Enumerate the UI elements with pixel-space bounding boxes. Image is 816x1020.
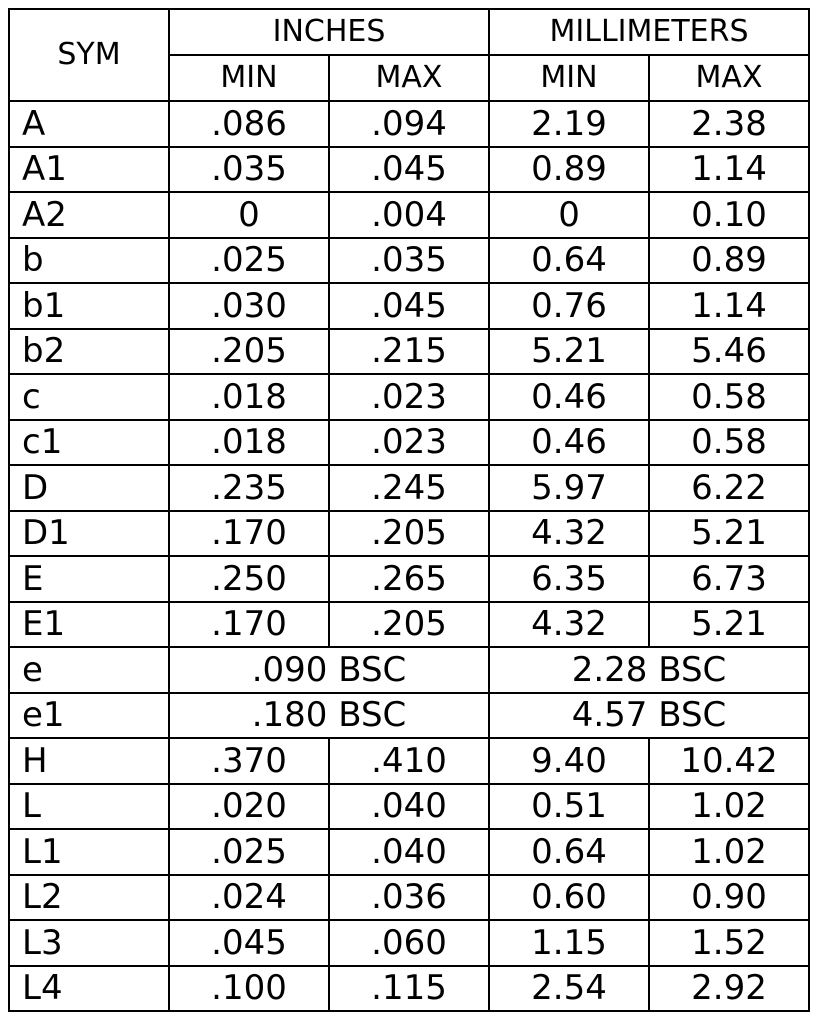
table-row bbox=[9, 920, 809, 966]
sym-cell: L1 bbox=[9, 829, 169, 875]
mm-max-cell: 5.46 bbox=[649, 329, 809, 375]
sym-header: SYM bbox=[9, 9, 169, 101]
mm-max-cell: 1.02 bbox=[649, 829, 809, 875]
mm-max-cell: 1.14 bbox=[649, 283, 809, 329]
mm-max-cell: 2.92 bbox=[649, 966, 809, 1012]
sym-cell: A2 bbox=[9, 192, 169, 238]
sym-cell: b2 bbox=[9, 329, 169, 375]
sym-cell: A bbox=[9, 101, 169, 147]
table-row bbox=[9, 602, 809, 648]
inches-min-cell: .045 bbox=[169, 920, 329, 966]
table-row bbox=[9, 147, 809, 193]
inches-min-cell: .018 bbox=[169, 374, 329, 420]
mm-max-cell: 0.10 bbox=[649, 192, 809, 238]
mm-min-cell: 0.76 bbox=[489, 283, 649, 329]
table-row bbox=[9, 829, 809, 875]
inches-max-cell: .023 bbox=[329, 374, 489, 420]
table-row bbox=[9, 101, 809, 147]
inches-max-cell: .215 bbox=[329, 329, 489, 375]
inches-max-cell: .045 bbox=[329, 283, 489, 329]
mm-max-header: MAX bbox=[649, 55, 809, 101]
inches-min-cell: .025 bbox=[169, 829, 329, 875]
inches-min-cell: .100 bbox=[169, 966, 329, 1012]
mm-max-cell: 5.21 bbox=[649, 602, 809, 648]
inches-min-cell: 0 bbox=[169, 192, 329, 238]
inches-min-cell: .170 bbox=[169, 602, 329, 648]
inches-max-cell: .040 bbox=[329, 784, 489, 830]
mm-max-cell: 5.21 bbox=[649, 511, 809, 557]
sym-cell: D1 bbox=[9, 511, 169, 557]
table-row bbox=[9, 693, 809, 739]
table-row bbox=[9, 875, 809, 921]
mm-max-cell: 0.58 bbox=[649, 420, 809, 466]
sym-cell: E1 bbox=[9, 602, 169, 648]
mm-max-cell: 10.42 bbox=[649, 738, 809, 784]
mm-min-cell: 5.21 bbox=[489, 329, 649, 375]
mm-min-cell: 0.89 bbox=[489, 147, 649, 193]
inches-max-cell: .115 bbox=[329, 966, 489, 1012]
inches-header: INCHES bbox=[169, 9, 489, 55]
mm-min-cell: 9.40 bbox=[489, 738, 649, 784]
mm-max-cell: 6.73 bbox=[649, 556, 809, 602]
dimension-table-body bbox=[9, 9, 809, 1011]
sym-cell: c bbox=[9, 374, 169, 420]
mm-min-cell: 0.51 bbox=[489, 784, 649, 830]
inches-bsc-cell: .090 BSC bbox=[169, 647, 489, 693]
table-row bbox=[9, 647, 809, 693]
sym-cell: c1 bbox=[9, 420, 169, 466]
table-row bbox=[9, 374, 809, 420]
table-row bbox=[9, 420, 809, 466]
sym-cell: e1 bbox=[9, 693, 169, 739]
inches-min-cell: .235 bbox=[169, 465, 329, 511]
inches-min-cell: .086 bbox=[169, 101, 329, 147]
mm-max-cell: 0.58 bbox=[649, 374, 809, 420]
inches-max-cell: .410 bbox=[329, 738, 489, 784]
inches-min-cell: .030 bbox=[169, 283, 329, 329]
sym-cell: e bbox=[9, 647, 169, 693]
sym-cell: A1 bbox=[9, 147, 169, 193]
mm-bsc-cell: 4.57 BSC bbox=[489, 693, 809, 739]
mm-min-cell: 2.19 bbox=[489, 101, 649, 147]
header-row-units bbox=[9, 9, 809, 55]
table-row bbox=[9, 511, 809, 557]
sym-cell: b1 bbox=[9, 283, 169, 329]
mm-min-cell: 4.32 bbox=[489, 511, 649, 557]
sym-cell: D bbox=[9, 465, 169, 511]
sym-cell: H bbox=[9, 738, 169, 784]
mm-min-cell: 6.35 bbox=[489, 556, 649, 602]
sym-cell: L4 bbox=[9, 966, 169, 1012]
mm-max-cell: 1.52 bbox=[649, 920, 809, 966]
inches-max-cell: .205 bbox=[329, 602, 489, 648]
inches-max-cell: .036 bbox=[329, 875, 489, 921]
inches-min-cell: .024 bbox=[169, 875, 329, 921]
inches-min-cell: .020 bbox=[169, 784, 329, 830]
inches-max-cell: .004 bbox=[329, 192, 489, 238]
mm-min-header: MIN bbox=[489, 55, 649, 101]
mm-min-cell: 5.97 bbox=[489, 465, 649, 511]
inches-max-cell: .060 bbox=[329, 920, 489, 966]
mm-bsc-cell: 2.28 BSC bbox=[489, 647, 809, 693]
mm-min-cell: 0.46 bbox=[489, 374, 649, 420]
mm-min-cell: 0.46 bbox=[489, 420, 649, 466]
inches-max-cell: .205 bbox=[329, 511, 489, 557]
table-row bbox=[9, 192, 809, 238]
mm-max-cell: 0.90 bbox=[649, 875, 809, 921]
sym-cell: b bbox=[9, 238, 169, 284]
mm-min-cell: 0.64 bbox=[489, 829, 649, 875]
inches-min-header: MIN bbox=[169, 55, 329, 101]
table-row bbox=[9, 329, 809, 375]
table-row bbox=[9, 784, 809, 830]
table-row bbox=[9, 465, 809, 511]
inches-max-cell: .035 bbox=[329, 238, 489, 284]
mm-max-cell: 1.02 bbox=[649, 784, 809, 830]
sym-cell: L bbox=[9, 784, 169, 830]
inches-min-cell: .170 bbox=[169, 511, 329, 557]
inches-min-cell: .205 bbox=[169, 329, 329, 375]
mm-min-cell: 0.64 bbox=[489, 238, 649, 284]
sym-cell: E bbox=[9, 556, 169, 602]
inches-min-cell: .370 bbox=[169, 738, 329, 784]
table-row bbox=[9, 238, 809, 284]
inches-max-cell: .045 bbox=[329, 147, 489, 193]
mm-max-cell: 2.38 bbox=[649, 101, 809, 147]
inches-min-cell: .025 bbox=[169, 238, 329, 284]
mm-min-cell: 1.15 bbox=[489, 920, 649, 966]
inches-min-cell: .250 bbox=[169, 556, 329, 602]
mm-min-cell: 0 bbox=[489, 192, 649, 238]
table-row bbox=[9, 556, 809, 602]
mm-min-cell: 4.32 bbox=[489, 602, 649, 648]
table-row bbox=[9, 283, 809, 329]
inches-min-cell: .035 bbox=[169, 147, 329, 193]
mm-max-cell: 6.22 bbox=[649, 465, 809, 511]
inches-max-header: MAX bbox=[329, 55, 489, 101]
sym-cell: L3 bbox=[9, 920, 169, 966]
dimension-table bbox=[8, 8, 810, 1012]
inches-bsc-cell: .180 BSC bbox=[169, 693, 489, 739]
table-row bbox=[9, 966, 809, 1012]
inches-max-cell: .245 bbox=[329, 465, 489, 511]
inches-max-cell: .040 bbox=[329, 829, 489, 875]
mm-min-cell: 2.54 bbox=[489, 966, 649, 1012]
inches-min-cell: .018 bbox=[169, 420, 329, 466]
millimeters-header: MILLIMETERS bbox=[489, 9, 809, 55]
mm-max-cell: 0.89 bbox=[649, 238, 809, 284]
table-row bbox=[9, 738, 809, 784]
sym-cell: L2 bbox=[9, 875, 169, 921]
inches-max-cell: .023 bbox=[329, 420, 489, 466]
inches-max-cell: .265 bbox=[329, 556, 489, 602]
inches-max-cell: .094 bbox=[329, 101, 489, 147]
mm-max-cell: 1.14 bbox=[649, 147, 809, 193]
mm-min-cell: 0.60 bbox=[489, 875, 649, 921]
